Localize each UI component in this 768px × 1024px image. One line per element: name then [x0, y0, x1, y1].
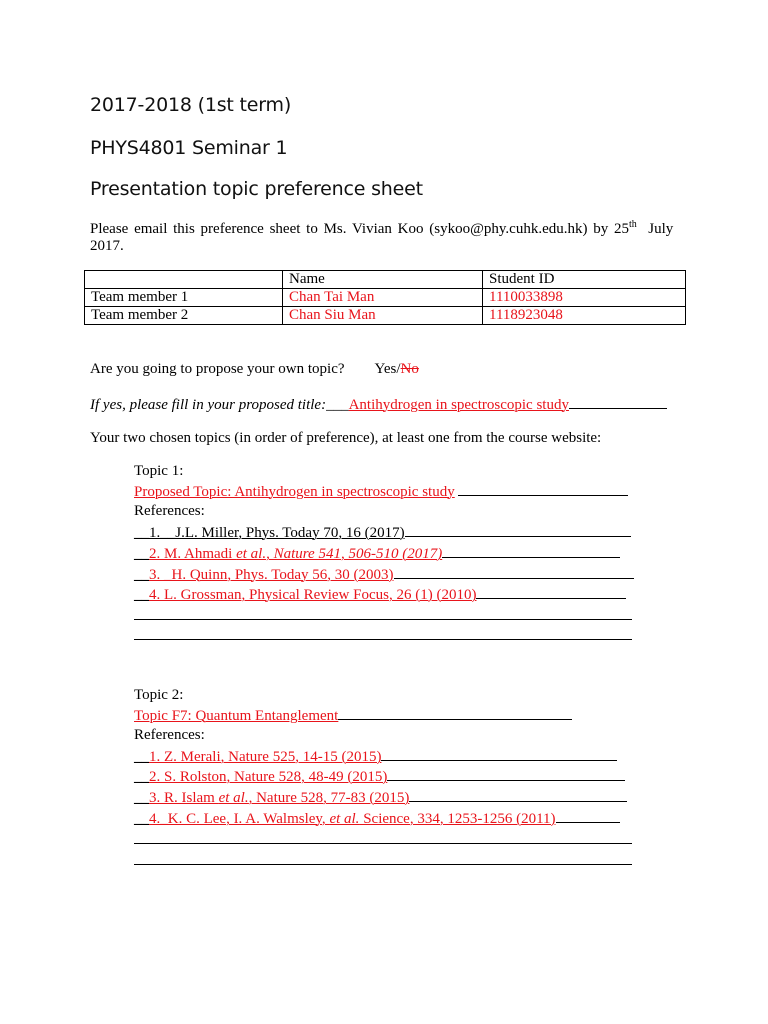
topic2-heading: Topic 2: — [134, 687, 184, 703]
topic1-refs-label: References: — [134, 503, 205, 519]
topic2-ref-4[interactable] — [134, 808, 620, 829]
member-name[interactable]: Chan Siu Man — [283, 307, 483, 325]
proposed-title-blank — [569, 394, 667, 409]
blank-rule — [134, 619, 632, 620]
own-topic-question-line — [90, 359, 419, 379]
topic2-refs-label: References: — [134, 727, 205, 743]
table-header-id: Student ID — [483, 271, 686, 289]
topic2-ref-1[interactable] — [134, 746, 617, 767]
ref-text-italic: et al. — [329, 811, 360, 827]
instructions-line2: 2017. — [90, 238, 124, 254]
ref-text-italic: et al., Nature 541, 506-510 (2017) — [236, 546, 443, 562]
ref-prefix: __ — [134, 811, 149, 827]
topic2-name[interactable]: Topic F7: Quantum Entanglement — [134, 708, 339, 724]
ref-blank — [556, 808, 620, 823]
ref-text: 3. R. Islam — [149, 790, 219, 806]
ref-text: 3. _H. Quinn, Phys. Today 56, 30 (2003) — [149, 567, 394, 583]
ref-blank — [381, 746, 617, 761]
proposed-title-value[interactable]: Antihydrogen in spectroscopic study — [348, 397, 569, 413]
chosen-topics-instruction: Your two chosen topics (in order of preference), at least one from the course website: — [90, 430, 602, 446]
ref-text-italic: et al. — [218, 790, 249, 806]
instructions-sup: th — [628, 219, 637, 230]
topic1-ref-4[interactable] — [134, 584, 626, 605]
topic2-ref-3[interactable] — [134, 787, 627, 808]
topic1-blank — [458, 481, 628, 496]
member-label: Team member 1 — [85, 289, 283, 307]
ref-text: 1.__J.L. Miller, Phys. Today 70, 16 (2017) — [149, 525, 405, 541]
instructions-line1 — [90, 215, 673, 239]
ref-prefix: __ — [134, 790, 149, 806]
ref-prefix: __ — [134, 546, 149, 562]
topic1-line — [134, 481, 628, 502]
ref-blank — [405, 522, 631, 537]
topic2-line — [134, 705, 572, 726]
proposed-title-label: If yes, please fill in your proposed title: — [90, 397, 327, 413]
ref-prefix: __ — [134, 749, 149, 765]
table-header-name: Name — [283, 271, 483, 289]
table-header-row — [85, 271, 686, 289]
ref-text: , Nature 528, 77-83 (2015) — [248, 790, 410, 806]
topic1-heading: Topic 1: — [134, 463, 184, 479]
ref-text: 2. M. Ahmadi — [149, 546, 237, 562]
topic1-ref-2[interactable] — [134, 543, 620, 564]
topic2-blank — [338, 705, 572, 720]
ref-blank — [476, 584, 626, 599]
ref-text: 2. S. Rolston, Nature 528, 48-49 (2015) — [149, 769, 388, 785]
table-row — [85, 289, 686, 307]
member-name[interactable]: Chan Tai Man — [283, 289, 483, 307]
topic1-ref-3[interactable] — [134, 564, 634, 585]
course-heading: PHYS4801 Seminar 1 — [90, 137, 288, 159]
blank-rule — [134, 639, 632, 640]
team-members-table — [84, 270, 686, 325]
instructions-month: July — [648, 221, 674, 237]
ref-prefix: __ — [134, 525, 149, 541]
member-label: Team member 2 — [85, 307, 283, 325]
ref-prefix: __ — [134, 567, 149, 583]
ref-text: 4._K. C. Lee, I. A. Walmsley, — [149, 811, 330, 827]
ref-prefix: __ — [134, 587, 149, 603]
topic2-ref-2[interactable] — [134, 766, 625, 787]
ref-blank — [442, 543, 620, 558]
topic1-name[interactable]: Proposed Topic: Antihydrogen in spectroscopic study — [134, 484, 455, 500]
own-topic-yes[interactable]: Yes/ — [374, 361, 401, 377]
ref-text: 1. Z. Merali, Nature 525, 14-15 (2015) — [149, 749, 382, 765]
blank-rule — [134, 843, 632, 844]
term-heading: 2017-2018 (1st term) — [90, 94, 292, 116]
member-student-id[interactable]: 1118923048 — [483, 307, 686, 325]
member-student-id[interactable]: 1110033898 — [483, 289, 686, 307]
ref-prefix: __ — [134, 769, 149, 785]
table-row — [85, 307, 686, 325]
ref-text: Science, 334, 1253-1256 (2011) — [359, 811, 556, 827]
instructions-text: Please email this preference sheet to Ms. Vivian Koo (sykoo@phy.cuhk.edu.hk) by 25 — [90, 221, 629, 237]
proposed-title-line — [90, 394, 667, 415]
ref-text: 4. L. Grossman, Physical Review Focus, 26 (1) (2010) — [149, 587, 477, 603]
ref-blank — [387, 766, 625, 781]
ref-blank — [394, 564, 634, 579]
proposed-title-underscores: ___ — [326, 397, 349, 413]
sheet-title: Presentation topic preference sheet — [90, 178, 423, 200]
topic1-ref-1[interactable] — [134, 522, 631, 543]
table-header-blank — [85, 271, 283, 289]
ref-blank — [409, 787, 627, 802]
blank-rule — [134, 864, 632, 865]
own-topic-question: Are you going to propose your own topic? — [90, 361, 345, 377]
own-topic-no[interactable]: No — [400, 361, 419, 377]
